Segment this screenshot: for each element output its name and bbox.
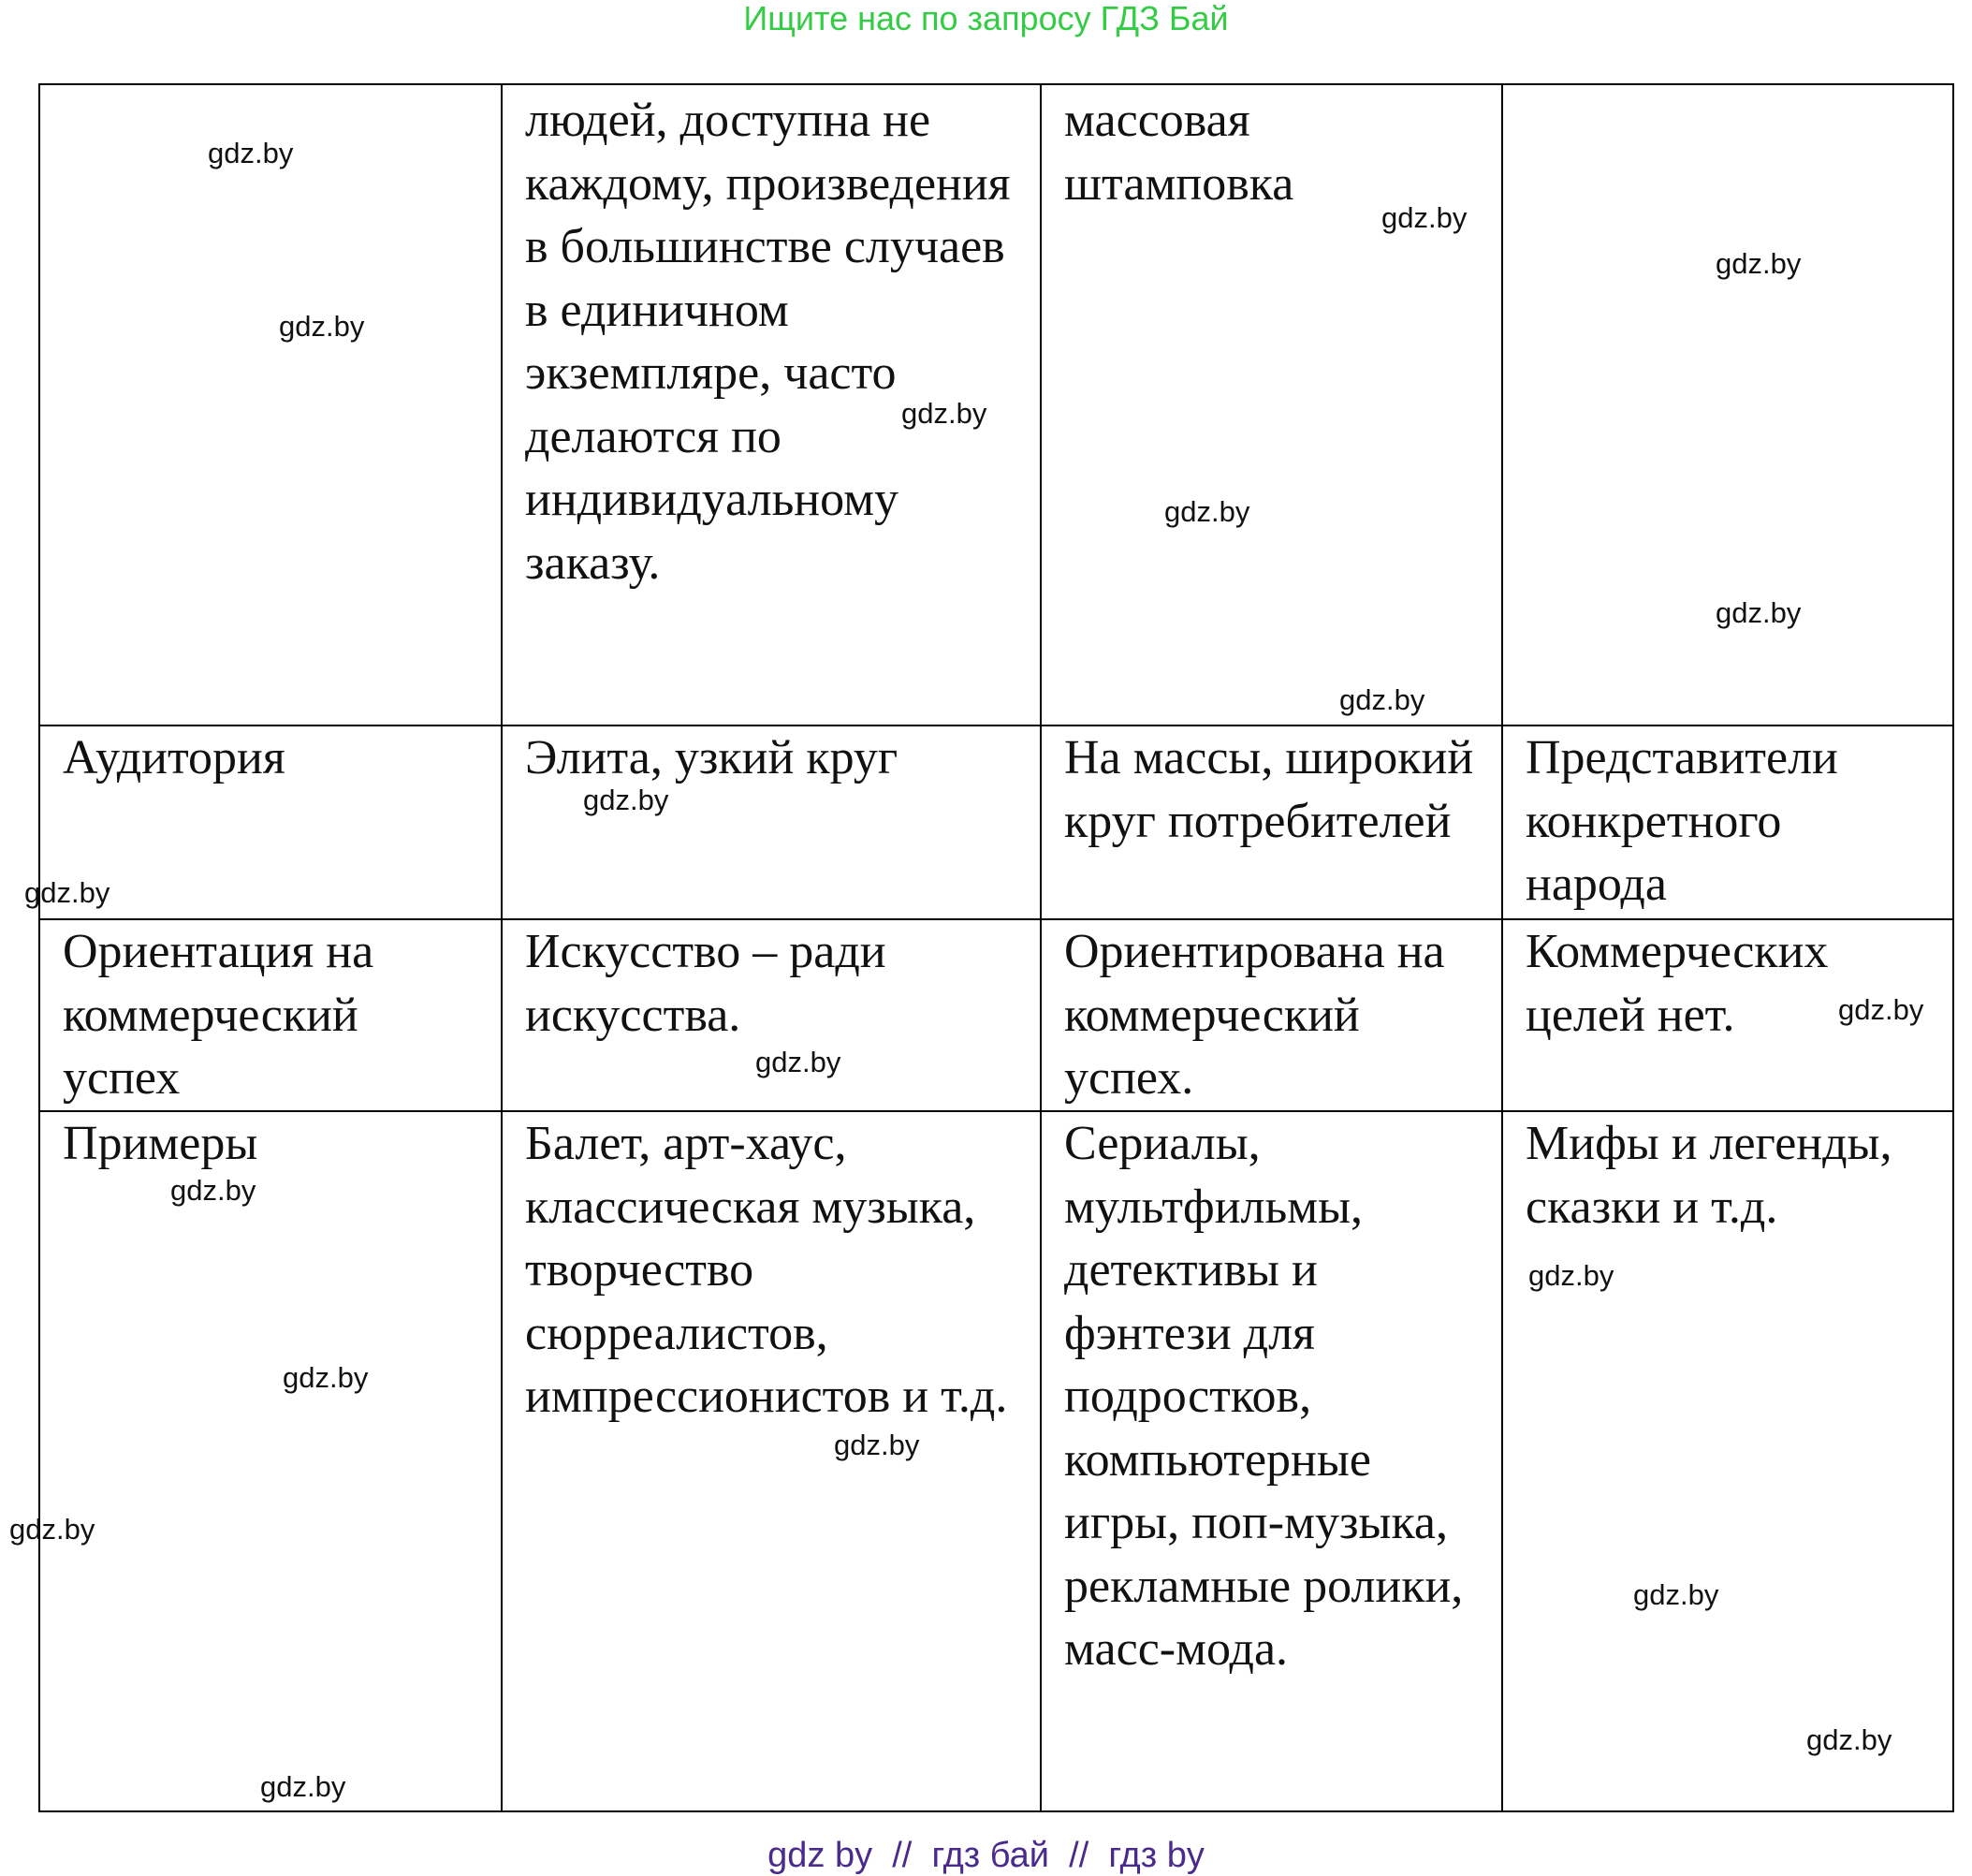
watermark: gdz.by [283, 1361, 369, 1394]
table-row-continuation [39, 84, 1953, 725]
watermark: gdz.by [834, 1429, 920, 1461]
cell-folk: Представители конкретного народа [1502, 725, 1953, 919]
watermark: gdz.by [24, 876, 110, 909]
watermark: gdz.by [1716, 247, 1802, 280]
footer-links: gdz by // гдз бай // гдз by [767, 1836, 1205, 1875]
table-row-examples [39, 1111, 1953, 1811]
watermark: gdz.by [1716, 596, 1802, 629]
cell-elite: Искусство – ради искусства. [502, 919, 1041, 1111]
watermark: gdz.by [208, 137, 294, 169]
cell-elite: Балет, арт-хаус, классическая музыка, творчество сюрреалистов, импрессионистов и т.д. [502, 1111, 1041, 1811]
watermark: gdz.by [279, 310, 365, 343]
table-row-audience [39, 725, 1953, 919]
cell-mass: Ориентирована на коммерческий успех. [1041, 919, 1502, 1111]
watermark: gdz.by [1164, 495, 1250, 528]
cell-label: Примеры [39, 1111, 502, 1811]
watermark: gdz.by [9, 1513, 95, 1546]
comparison-table [38, 83, 1954, 1812]
cell-elite: людей, доступна не каждому, произведения в большинстве случаев в единичном экземпляре, часто делаются по индивидуальному заказу. [502, 84, 1041, 725]
cell-folk: Коммерческих целей нет. [1502, 919, 1953, 1111]
watermark: gdz.by [1528, 1259, 1614, 1292]
cell-folk [1502, 84, 1953, 725]
watermark: gdz.by [583, 784, 669, 816]
cell-mass: Сериалы, мультфильмы, детективы и фэнтези для подростков, компьютерные игры, поп-музыка, рекламные ролики, масс-мода. [1041, 1111, 1502, 1811]
cell-elite: Элита, узкий круг [502, 725, 1041, 919]
cell-label: Аудитория [39, 725, 502, 919]
watermark: gdz.by [755, 1046, 841, 1078]
watermark: gdz.by [1838, 993, 1924, 1026]
cell-folk: Мифы и легенды, сказки и т.д. [1502, 1111, 1953, 1811]
cell-mass: На массы, широкий круг потребителей [1041, 725, 1502, 919]
table-row-commercial [39, 919, 1953, 1111]
watermark: gdz.by [1633, 1578, 1719, 1611]
watermark: gdz.by [1381, 201, 1468, 234]
watermark: gdz.by [170, 1174, 256, 1207]
watermark: gdz.by [1806, 1723, 1892, 1756]
watermark: gdz.by [901, 397, 987, 430]
cell-label: Ориентация на коммерческий успех [39, 919, 502, 1111]
cell-label [39, 84, 502, 725]
watermark: gdz.by [260, 1770, 346, 1803]
watermark: gdz.by [1339, 683, 1425, 716]
cell-mass: массовая штамповка [1041, 84, 1502, 725]
top-banner: Ищите нас по запросу ГДЗ Бай [743, 0, 1229, 37]
